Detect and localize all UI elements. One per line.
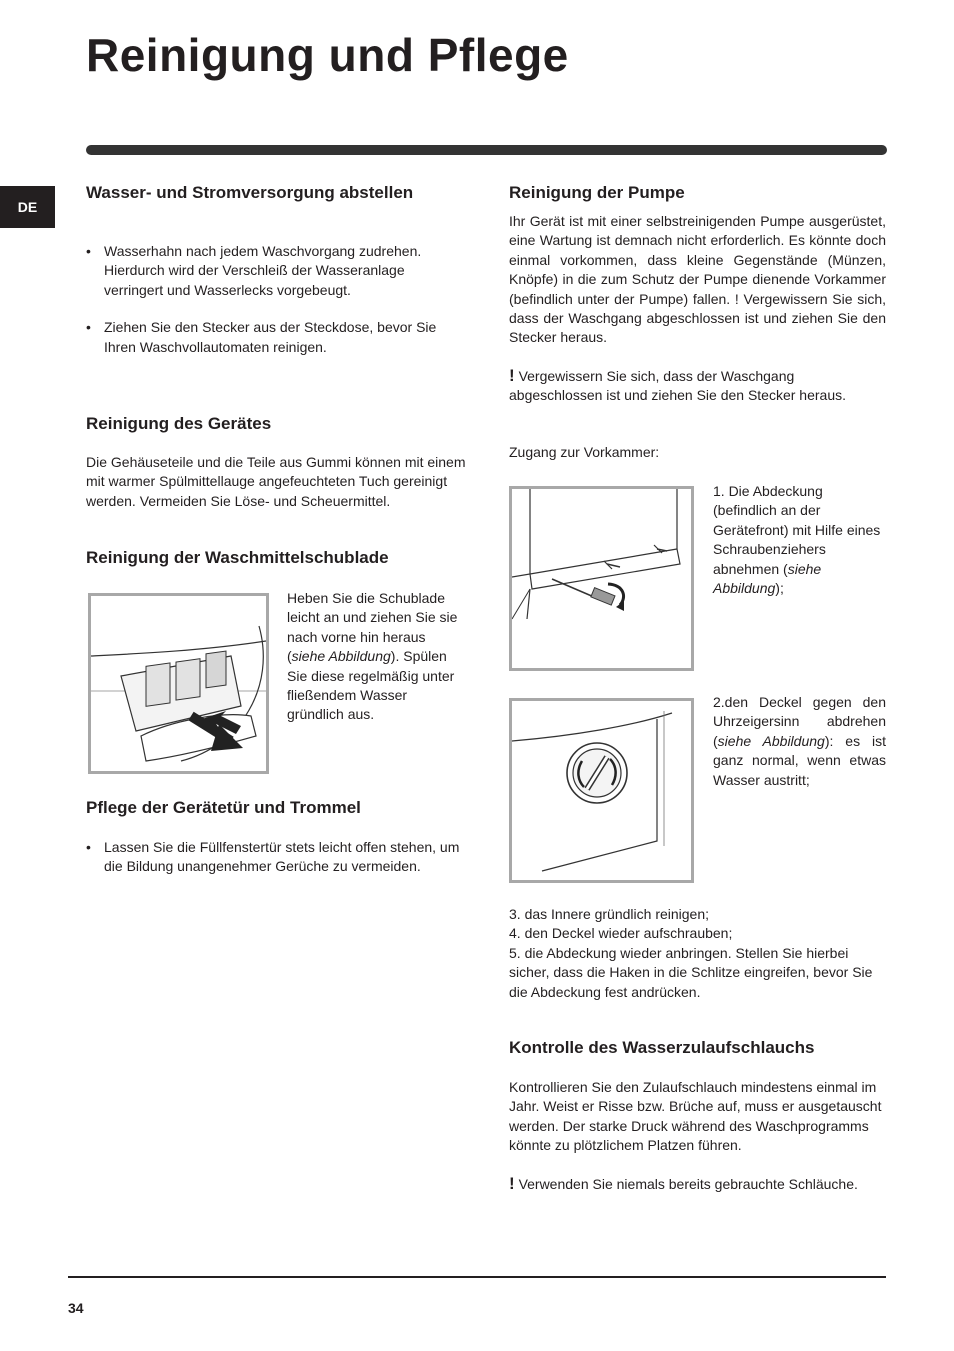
- title-divider: [86, 145, 887, 155]
- pump-steps-list: [509, 905, 886, 1002]
- pump-cleaning-text: Ihr Gerät ist mit einer selbstreinigenden Pumpe ausgerüstet, eine Wartung ist demnach nicht erforderlich. Es könnte doch einmal vorkommen, dass kleine Gegenstände (Münzen, Knöpfe) in die zum Schutz der Pumpe dienende Vorkammer (befindlich unter der Pumpe) fallen. ! Vergewissern Sie sich, dass der Waschgang abgeschlossen ist und ziehen Sie den Stecker heraus.: [509, 213, 886, 346]
- list-item: 3. das Innere gründlich reinigen;: [509, 906, 710, 922]
- list-item: • Ziehen Sie den Stecker aus der Steckdose, bevor Sie Ihren Waschvollautomaten reinigen.: [86, 319, 437, 355]
- language-tab: DE: [0, 186, 55, 228]
- heading-device-cleaning: Reinigung des Gerätes: [86, 414, 272, 433]
- heading-door-drum: Pflege der Gerätetür und Trommel: [86, 798, 361, 817]
- hose-check-text: Kontrollieren Sie den Zulaufschlauch mindestens einmal im Jahr. Weist er Risse bzw. Brüche auf, muss er ausgetauscht werden. Der starke Druck während des Waschprogramms könnte zu plötzlichem Platzen führen.: [509, 1079, 882, 1154]
- access-label: Zugang zur Vorkammer:: [509, 444, 660, 460]
- hose-warning: ! Verwenden Sie niemals bereits gebrauchte Schläuche.: [509, 1174, 858, 1193]
- cover-removal-drawing: [512, 489, 691, 668]
- heading-hose-check: Kontrolle des Wasserzulaufschlauchs: [509, 1038, 815, 1057]
- lid-unscrew-drawing: [512, 701, 691, 880]
- pump-warning: ! Vergewissern Sie sich, dass der Waschgang abgeschlossen ist und ziehen Sie den Stecker heraus.: [509, 366, 846, 404]
- warning-icon: !: [509, 1174, 515, 1193]
- list-item: 5. die Abdeckung wieder anbringen. Stellen Sie hierbei sicher, dass die Haken in die Schlitze eingreifen, bevor Sie die Abdeckung fest andrücken.: [509, 944, 873, 1000]
- water-power-list: [86, 242, 466, 357]
- device-cleaning-text: Die Gehäuseteile und die Teile aus Gummi können mit einem mit warmer Spülmittellauge angefeuchteten Tuch gereinigt werden. Vermeiden Sie Löse- und Scheuermittel.: [86, 454, 466, 509]
- drawer-drawing: [91, 596, 266, 771]
- heading-pump-cleaning: Reinigung der Pumpe: [509, 183, 685, 202]
- drawer-cleaning-text: Heben Sie die Schublade leicht an und ziehen Sie sie nach vorne hin heraus (siehe Abbildung). Spülen Sie diese regelmäßig unter fließendem Wasser gründlich aus.: [287, 590, 458, 723]
- page-title: Reinigung und Pflege: [86, 29, 569, 81]
- list-item: • Lassen Sie die Füllfenstertür stets leicht offen stehen, um die Bildung unangenehmer Gerüche zu vermeiden.: [86, 839, 460, 875]
- list-item: • Wasserhahn nach jedem Waschvorgang zudrehen. Hierdurch wird der Verschleiß der Wasseranlage verringert und Wasserlecks vorgebeugt.: [86, 243, 422, 298]
- drawer-illustration: [88, 593, 269, 774]
- step2-text: 2.den Deckel gegen den Uhrzeigersinn abdrehen (siehe Abbildung): es ist ganz normal, wenn etwas Wasser austritt;: [713, 694, 886, 788]
- step1-text: 1. Die Abdeckung (befindlich an der Gerätefront) mit Hilfe eines Schraubenziehers abnehmen (siehe Abbildung);: [713, 483, 881, 597]
- page-number: 34: [68, 1300, 84, 1316]
- cover-removal-illustration: [509, 486, 694, 671]
- heading-water-power: Wasser- und Stromversorgung abstellen: [86, 183, 414, 202]
- door-drum-list: [86, 838, 466, 877]
- warning-icon: !: [509, 366, 515, 385]
- lid-unscrew-illustration: [509, 698, 694, 883]
- list-item: 4. den Deckel wieder aufschrauben;: [509, 925, 733, 942]
- heading-drawer-cleaning: Reinigung der Waschmittelschublade: [86, 548, 389, 567]
- footer-divider: [68, 1276, 886, 1278]
